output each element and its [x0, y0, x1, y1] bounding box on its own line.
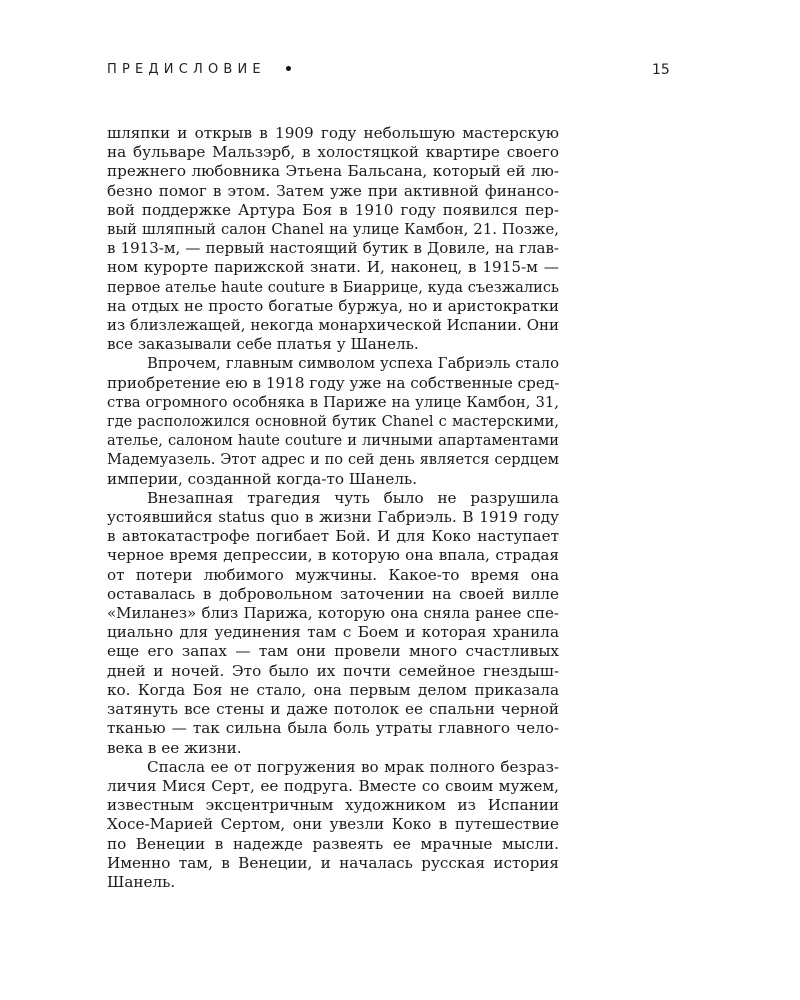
text-line: все заказывали себе платья у Шанель. [107, 335, 419, 354]
text-line: циально для уединения там с Боем и которая хранила [107, 623, 559, 642]
text-line: безно помог в этом. Затем уже при активной финансо- [107, 181, 559, 200]
text-line: от потери любимого мужчины. Какое-то время она [107, 565, 559, 584]
text-line: Спасла ее от погружения во мрак полного безраз- [147, 757, 559, 776]
text-line: устоявшийся status quo в жизни Габриэль. В 1919 году [107, 508, 559, 527]
text-line: еще его запах — там они провели много счастливых [107, 642, 559, 661]
text-line: Мадемуазель. Этот адрес и по сей день является сердцем [107, 451, 559, 469]
text-line: вой поддержке Артура Боя в 1910 году появился пер- [107, 200, 559, 219]
text-line: известным эксцентричным художником из Испании [107, 796, 559, 815]
text-line: ном курорте парижской знати. И, наконец, в 1915-м — [107, 258, 559, 277]
text-line: на отдых не просто богатые буржуа, но и аристократки [107, 296, 559, 315]
text-line: «Миланез» близ Парижа, которую она сняла ранее спе- [107, 604, 559, 623]
text-line: в 1913-м, — первый настоящий бутик в Довиле, на глав- [107, 239, 559, 258]
text-line: ства огромного особняка в Париже на улице Камбон, 31, [107, 393, 559, 411]
text-line: личия Мися Серт, ее подруга. Вместе со своим мужем, [107, 776, 559, 795]
text-line: Хосе-Марией Сертом, они увезли Коко в путешествие [107, 815, 559, 834]
text-line: века в ее жизни. [107, 738, 242, 757]
text-line: Шанель. [107, 872, 176, 891]
body-text [107, 124, 559, 892]
text-line: Внезапная трагедия чуть было не разрушила [147, 488, 559, 507]
text-line: Именно там, в Венеции, и началась русская история [107, 853, 559, 872]
text-line: приобретение ею в 1918 году уже на собственные сред- [107, 373, 560, 392]
text-line: первое ателье haute couture в Биаррице, куда съезжались [107, 278, 559, 296]
text-line: из близлежащей, некогда монархической Испании. Они [107, 316, 559, 335]
text-line: Впрочем, главным символом успеха Габриэль стало [147, 355, 559, 373]
text-line: ателье, салоном haute couture и личными апартаментами [107, 432, 559, 450]
bullet-dot-icon [286, 66, 291, 71]
text-line: шляпки и открыв в 1909 году небольшую мастерскую [107, 124, 559, 142]
text-line: империи, созданной когда-то Шанель. [107, 469, 418, 488]
text-line: затянуть все стены и даже потолок ее спальни черной [107, 700, 559, 719]
text-line: по Венеции в надежде развеять ее мрачные мысли. [107, 834, 559, 853]
text-line: черное время депрессии, в которую она впала, страдая [107, 546, 559, 565]
section-title: ПРЕДИСЛОВИЕ [107, 62, 266, 77]
text-line: тканью — так сильна была боль утраты главного чело- [107, 719, 559, 738]
text-line: на бульваре Мальзэрб, в холостяцкой квартире своего [107, 143, 559, 162]
text-line: оставалась в добровольном заточении на своей вилле [107, 584, 559, 603]
page-number: 15 [652, 62, 670, 78]
text-line: вый шляпный салон Chanel на улице Камбон, 21. Позже, [107, 221, 559, 239]
text-line: ко. Когда Боя не стало, она первым делом приказала [107, 680, 559, 699]
text-line: прежнего любовника Этьена Бальсана, который ей лю- [107, 162, 559, 181]
text-line: дней и ночей. Это было их почти семейное гнездыш- [107, 661, 559, 680]
running-head [107, 62, 291, 77]
text-line: в автокатастрофе погибает Бой. И для Коко наступает [107, 527, 559, 546]
text-line: где расположился основной бутик Chanel с мастерскими, [107, 413, 559, 431]
